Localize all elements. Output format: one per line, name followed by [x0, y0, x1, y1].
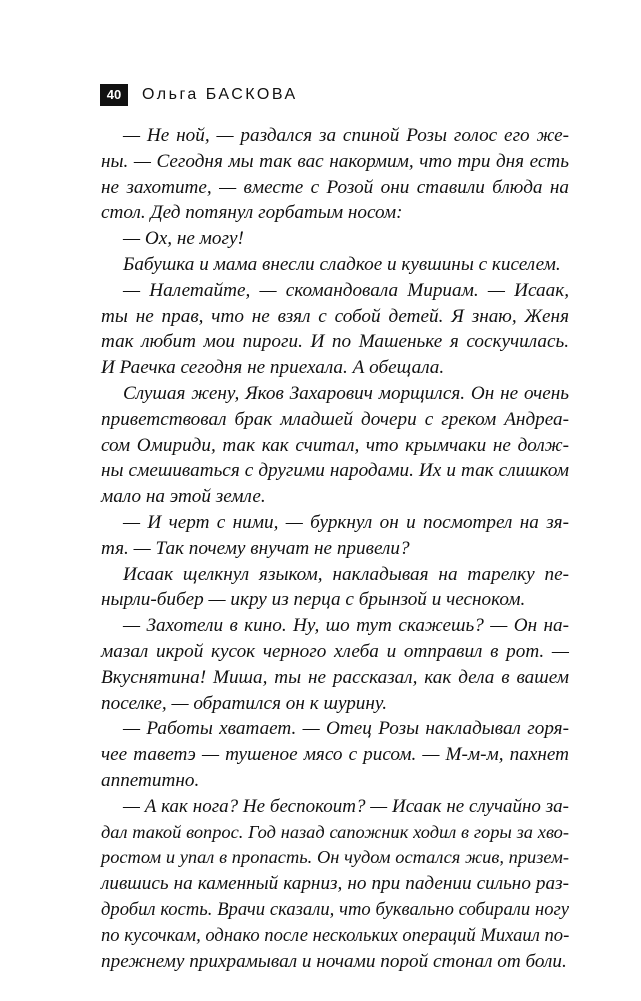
page-header: [100, 84, 298, 106]
page-number: 40: [100, 84, 128, 106]
text-line: по кусочкам, однако после нескольких операций Михаил по-: [101, 924, 570, 946]
text-line: так любит мои пироги. И по Машеньке я соскучилась.: [101, 331, 569, 353]
text-line: — Не ной, — раздался за спиной Розы голос его же-: [123, 125, 569, 146]
text-line: — Захотели в кино. Ну, шо тут скажешь? — Он на-: [123, 615, 569, 637]
text-line: ны смешиваться с другими народами. Их и так слишком: [101, 460, 569, 482]
text-line: И Раечка сегодня не приехала. А обещала.: [101, 357, 445, 379]
text-line: нырли-бибер — икру из перца с брынзой и чесноком.: [101, 589, 526, 611]
text-line: поселке, — обратился он к шурину.: [101, 692, 388, 714]
text-line: — А как нога? Не беспокоит? — Исаак не случайно за-: [123, 795, 569, 817]
text-line: дробил кость. Врачи сказали, что буквально собирали ногу: [101, 898, 569, 920]
text-line: приветствовал брак младшей дочери с греком Андреа-: [101, 408, 569, 430]
text-line: тя. — Так почему внучат не привели?: [101, 537, 410, 559]
text-line: Бабушка и мама внесли сладкое и кувшины с киселем.: [123, 253, 561, 275]
text-line: — Налетайте, — скомандовала Мириам. — Исаак,: [123, 279, 569, 301]
text-line: Вкуснятина! Миша, ты не рассказал, как дела в вашем: [101, 666, 569, 688]
text-line: — Ох, не могу!: [123, 228, 244, 250]
text-body: [101, 123, 569, 974]
text-line: мазал икрой кусок черного хлеба и отправил в рот. —: [101, 640, 569, 662]
text-line: сом Омириди, так как считал, что крымчаки не долж-: [101, 434, 569, 456]
text-line: стол. Дед потянул горбатым носом:: [101, 202, 403, 224]
text-line: — И черт с ними, — буркнул он и посмотрел на зя-: [123, 511, 569, 533]
text-line: дал такой вопрос. Год назад сапожник ходил в горы за хво-: [101, 821, 569, 842]
text-line: ны. — Сегодня мы так вас накормим, что три дня есть: [101, 150, 569, 172]
text-line: лившись на каменный карниз, но при падении сильно раз-: [101, 873, 569, 895]
text-line: аппетитно.: [101, 769, 200, 791]
text-line: мало на этой земле.: [101, 486, 266, 508]
text-line: прежнему прихрамывал и ночами порой стонал от боли.: [101, 950, 567, 972]
text-line: Слушая жену, Яков Захарович морщился. Он не очень: [123, 382, 569, 404]
text-line: ростом и упал в пропасть. Он чудом остался жив, призем-: [101, 847, 569, 868]
running-head: Ольга БАСКОВА: [142, 86, 298, 103]
text-line: — Работы хватает. — Отец Розы накладывал горя-: [123, 718, 569, 740]
text-line: Исаак щелкнул языком, накладывая на тарелку пе-: [123, 563, 569, 585]
text-line: ты не прав, что не взял с собой детей. Я знаю, Женя: [101, 305, 569, 327]
text-line: чее таветэ — тушеное мясо с рисом. — М-м-м, пахнет: [101, 744, 569, 766]
text-line: не захотите, — вместе с Розой они ставили блюда на: [101, 176, 569, 198]
